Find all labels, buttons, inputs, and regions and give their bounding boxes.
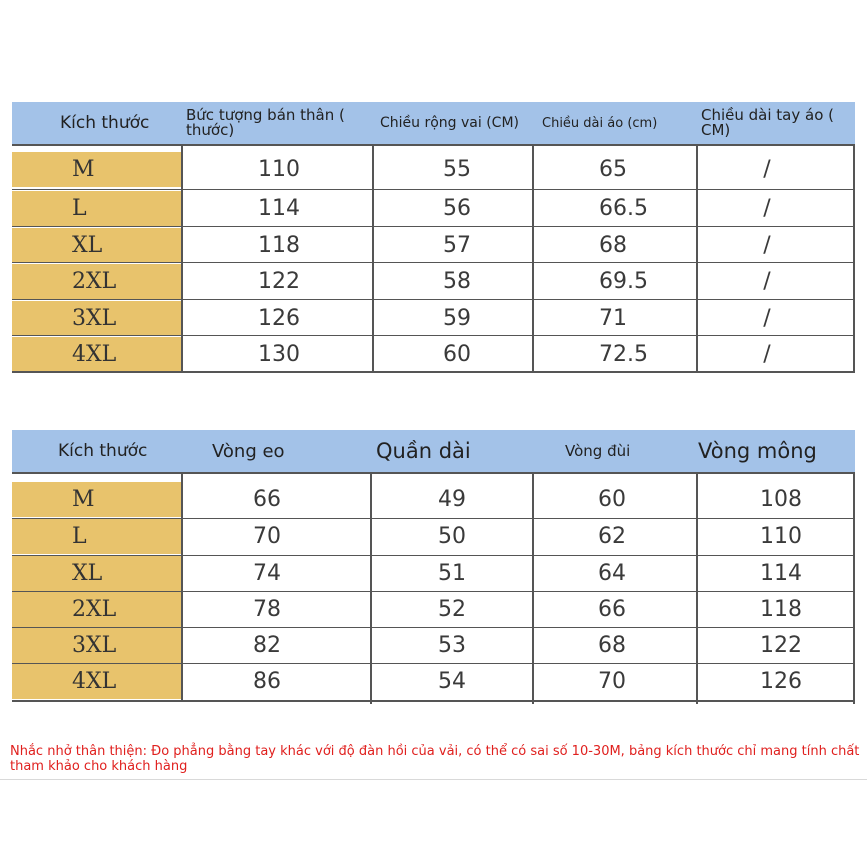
value-cell: 66.5	[599, 196, 648, 221]
table-row	[12, 228, 855, 263]
header-length: Chiều dài áo (cm)	[542, 115, 658, 131]
value-cell: 64	[598, 561, 626, 586]
value-cell: /	[763, 196, 771, 221]
value-cell: 50	[438, 524, 466, 549]
size-cell: 2XL	[12, 264, 181, 299]
table-row	[12, 664, 855, 699]
size-cell: M	[12, 152, 181, 187]
header-thigh: Vòng đùi	[565, 441, 631, 460]
value-cell: 130	[258, 342, 300, 367]
value-cell: 82	[253, 633, 281, 658]
grid-line	[12, 591, 855, 592]
value-cell: 53	[438, 633, 466, 658]
table-row	[12, 628, 855, 663]
grid-line	[12, 299, 855, 300]
grid-line	[12, 189, 855, 190]
value-cell: 72.5	[599, 342, 648, 367]
value-cell: /	[763, 342, 771, 367]
value-cell: /	[763, 157, 771, 182]
value-cell: 70	[598, 669, 626, 694]
grid-line	[370, 472, 372, 704]
grid-line	[532, 144, 534, 373]
header-size: Kích thước	[58, 440, 148, 461]
grid-line	[696, 144, 698, 373]
size-cell: M	[12, 482, 181, 517]
size-cell: L	[12, 519, 181, 554]
value-cell: 56	[443, 196, 471, 221]
table-row	[12, 191, 855, 226]
table-row	[12, 337, 855, 372]
size-cell: 2XL	[12, 592, 181, 627]
table-row	[12, 482, 855, 517]
value-cell: 66	[253, 487, 281, 512]
size-cell: 4XL	[12, 664, 181, 699]
value-cell: 60	[598, 487, 626, 512]
header-shoulder: Chiều rộng vai (CM)	[380, 114, 519, 131]
table-row	[12, 519, 855, 554]
value-cell: 65	[599, 157, 627, 182]
grid-line	[853, 472, 855, 704]
grid-line	[12, 472, 855, 474]
grid-line	[12, 518, 855, 519]
value-cell: 110	[258, 157, 300, 182]
value-cell: 59	[443, 306, 471, 331]
value-cell: 86	[253, 669, 281, 694]
value-cell: 108	[760, 487, 802, 512]
value-cell: 51	[438, 561, 466, 586]
grid-line	[696, 472, 698, 704]
table-row	[12, 556, 855, 591]
value-cell: 68	[598, 633, 626, 658]
header-hip: Vòng mông	[698, 438, 817, 463]
value-cell: 58	[443, 269, 471, 294]
grid-line	[12, 144, 855, 146]
grid-line	[532, 472, 534, 704]
header-bust: Bức tượng bán thân ( thước)	[186, 106, 345, 139]
size-cell: XL	[12, 556, 181, 591]
grid-line	[12, 700, 855, 702]
value-cell: 110	[760, 524, 802, 549]
value-cell: 126	[760, 669, 802, 694]
grid-line	[12, 335, 855, 336]
value-cell: 52	[438, 597, 466, 622]
value-cell: 69.5	[599, 269, 648, 294]
value-cell: 114	[760, 561, 802, 586]
value-cell: 126	[258, 306, 300, 331]
value-cell: 71	[599, 306, 627, 331]
value-cell: 118	[760, 597, 802, 622]
size-table-bottom	[12, 430, 855, 705]
table-header-row	[12, 430, 855, 472]
value-cell: 122	[760, 633, 802, 658]
value-cell: /	[763, 233, 771, 258]
header-sleeve: Chiều dài tay áo ( CM)	[701, 106, 835, 139]
value-cell: 54	[438, 669, 466, 694]
grid-line	[372, 144, 374, 373]
size-cell: XL	[12, 228, 181, 263]
header-pants-length: Quần dài	[376, 438, 471, 463]
header-size: Kích thước	[60, 112, 150, 133]
table-row	[12, 264, 855, 299]
value-cell: 78	[253, 597, 281, 622]
value-cell: 122	[258, 269, 300, 294]
divider	[0, 779, 867, 780]
value-cell: 68	[599, 233, 627, 258]
value-cell: 74	[253, 561, 281, 586]
grid-line	[181, 144, 183, 373]
value-cell: 62	[598, 524, 626, 549]
grid-line	[12, 555, 855, 556]
grid-line	[12, 627, 855, 628]
size-cell: 4XL	[12, 337, 181, 372]
size-cell: 3XL	[12, 301, 181, 336]
value-cell: 114	[258, 196, 300, 221]
table-row	[12, 592, 855, 627]
value-cell: 49	[438, 487, 466, 512]
grid-line	[12, 663, 855, 664]
value-cell: 70	[253, 524, 281, 549]
grid-line	[853, 144, 855, 373]
value-cell: 66	[598, 597, 626, 622]
grid-line	[12, 262, 855, 263]
value-cell: 55	[443, 157, 471, 182]
size-cell: L	[12, 191, 181, 226]
grid-line	[181, 472, 183, 702]
table-row	[12, 152, 855, 187]
value-cell: 57	[443, 233, 471, 258]
size-table-top	[12, 102, 855, 374]
table-row	[12, 301, 855, 336]
value-cell: 60	[443, 342, 471, 367]
value-cell: 118	[258, 233, 300, 258]
grid-line	[12, 371, 855, 373]
value-cell: /	[763, 306, 771, 331]
value-cell: /	[763, 269, 771, 294]
table-header-row	[12, 102, 855, 144]
header-waist: Vòng eo	[212, 440, 285, 462]
grid-line	[12, 226, 855, 227]
size-cell: 3XL	[12, 628, 181, 663]
reminder-note: Nhắc nhở thân thiện: Đo phẳng bằng tay khác với độ đàn hồi của vải, có thể có sai số 10-30M, bảng kích thước chỉ mang tính chất tham khảo cho khách hàng	[10, 744, 860, 774]
